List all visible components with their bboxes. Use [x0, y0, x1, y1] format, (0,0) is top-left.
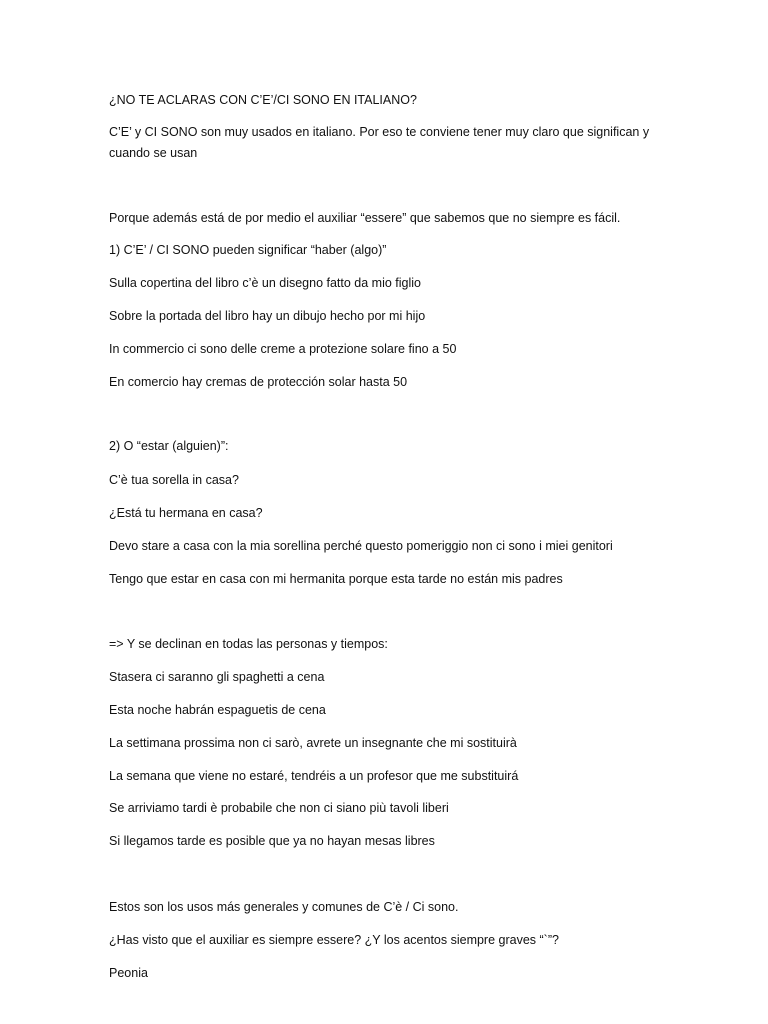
closing-line: Estos son los usos más generales y comunes de C’è / Ci sono. [109, 900, 459, 914]
section-heading-3: => Y se declinan en todas las personas y tiempos: [109, 637, 388, 651]
example-line: En comercio hay cremas de protección solar hasta 50 [109, 375, 408, 389]
example-line: Si llegamos tarde es posible que ya no hayan mesas libres [109, 834, 435, 848]
example-line: ¿Está tu hermana en casa? [109, 506, 263, 520]
closing-line: ¿Has visto que el auxiliar es siempre essere? ¿Y los acentos siempre graves “`”? [109, 933, 559, 947]
example-line: Devo stare a casa con la mia sorellina perché questo pomeriggio non ci sono i miei genitori [109, 539, 613, 553]
document-title: ¿NO TE ACLARAS CON C’E’/CI SONO EN ITALIANO? [109, 93, 417, 107]
example-line: Sobre la portada del libro hay un dibujo hecho por mi hijo [109, 309, 426, 323]
section-heading-1: 1) C’E’ / CI SONO pueden significar “haber (algo)” [109, 243, 387, 257]
signature: Peonia [109, 966, 148, 980]
example-line: La settimana prossima non ci sarò, avrete un insegnante che mi sostituirà [109, 736, 517, 750]
auxiliary-note: Porque además está de por medio el auxiliar “essere” que sabemos que no siempre es fácil. [109, 211, 621, 225]
example-line: Se arriviamo tardi è probabile che non ci siano più tavoli liberi [109, 801, 449, 815]
intro-paragraph: C’E’ y CI SONO son muy usados en italiano. Por eso te conviene tener muy claro que significan y cuando se usan [109, 125, 650, 160]
example-line: C’è tua sorella in casa? [109, 473, 239, 487]
section-heading-2: 2) O “estar (alguien)”: [109, 439, 229, 453]
example-line: Tengo que estar en casa con mi hermanita porque esta tarde no están mis padres [109, 572, 563, 586]
example-line: Sulla copertina del libro c’è un disegno fatto da mio figlio [109, 276, 421, 290]
example-line: La semana que viene no estaré, tendréis a un profesor que me substituirá [109, 769, 519, 783]
example-line: In commercio ci sono delle creme a protezione solare fino a 50 [109, 342, 457, 356]
example-line: Stasera ci saranno gli spaghetti a cena [109, 670, 325, 684]
example-line: Esta noche habrán espaguetis de cena [109, 703, 326, 717]
